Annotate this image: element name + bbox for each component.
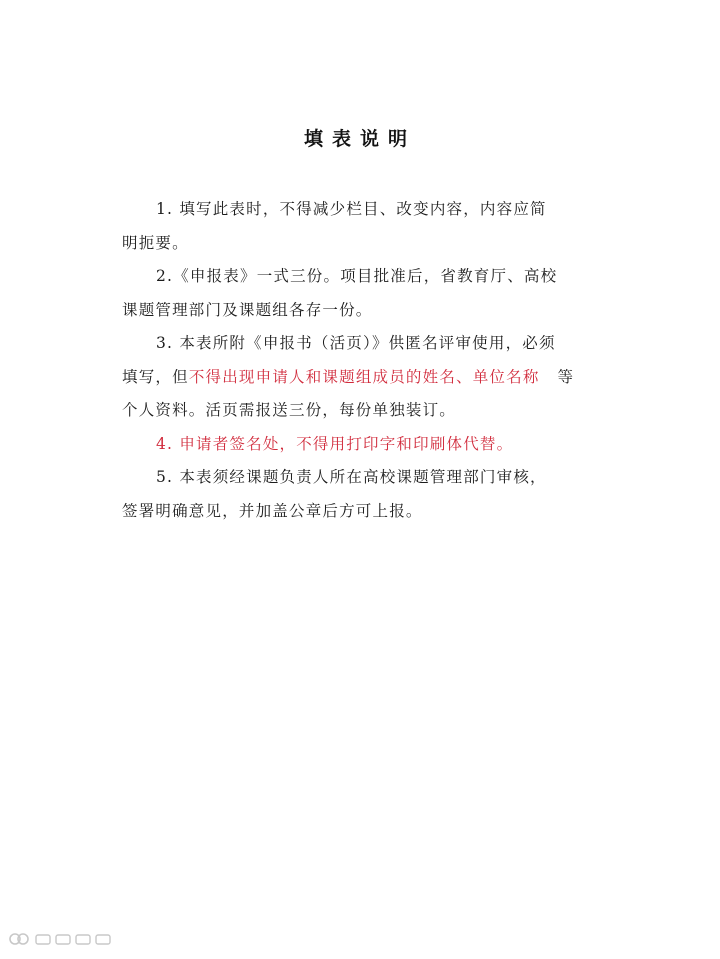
item-3-highlight-text: 不得出现申请人和课题组成员的姓名、单位名称 [188,367,540,386]
item-5-line-1: 5. 本表须经课题负责人所在高校课题管理部门审核， [156,468,547,486]
page-title: 填表说明 [303,128,416,150]
item-3-line-2-prefix: 填写，但 [122,367,189,386]
watermark-logo-icon [8,932,30,946]
item-5-line-2: 签署明确意见，并加盖公章后方可上报。 [122,501,423,520]
item-4-line-1: 4. 申请者签名处，不得用打印字和印刷体代替。 [156,434,514,453]
item-3-line-3: 个人资料。活页需报送三份，每份单独装订。 [122,401,457,419]
item-1-line-1: 1. 填写此表时，不得减少栏目、改变内容，内容应简 [156,200,547,218]
item-1-line-2: 明扼要。 [122,233,189,252]
item-3-line-2-suffix: 等 [557,367,575,386]
item-3-line-1: 3. 本表所附《申报书（活页）》供匿名评审使用，必须 [156,334,556,352]
item-2-line-2: 课题管理部门及课题组各存一份。 [122,300,373,319]
watermark [8,932,114,946]
item-3-line-2 [122,361,592,395]
watermark-text-mark [34,932,114,946]
instructions-body [122,193,592,528]
item-2-line-1: 2.《申报表》一式三份。项目批准后，省教育厅、高校 [156,267,558,285]
